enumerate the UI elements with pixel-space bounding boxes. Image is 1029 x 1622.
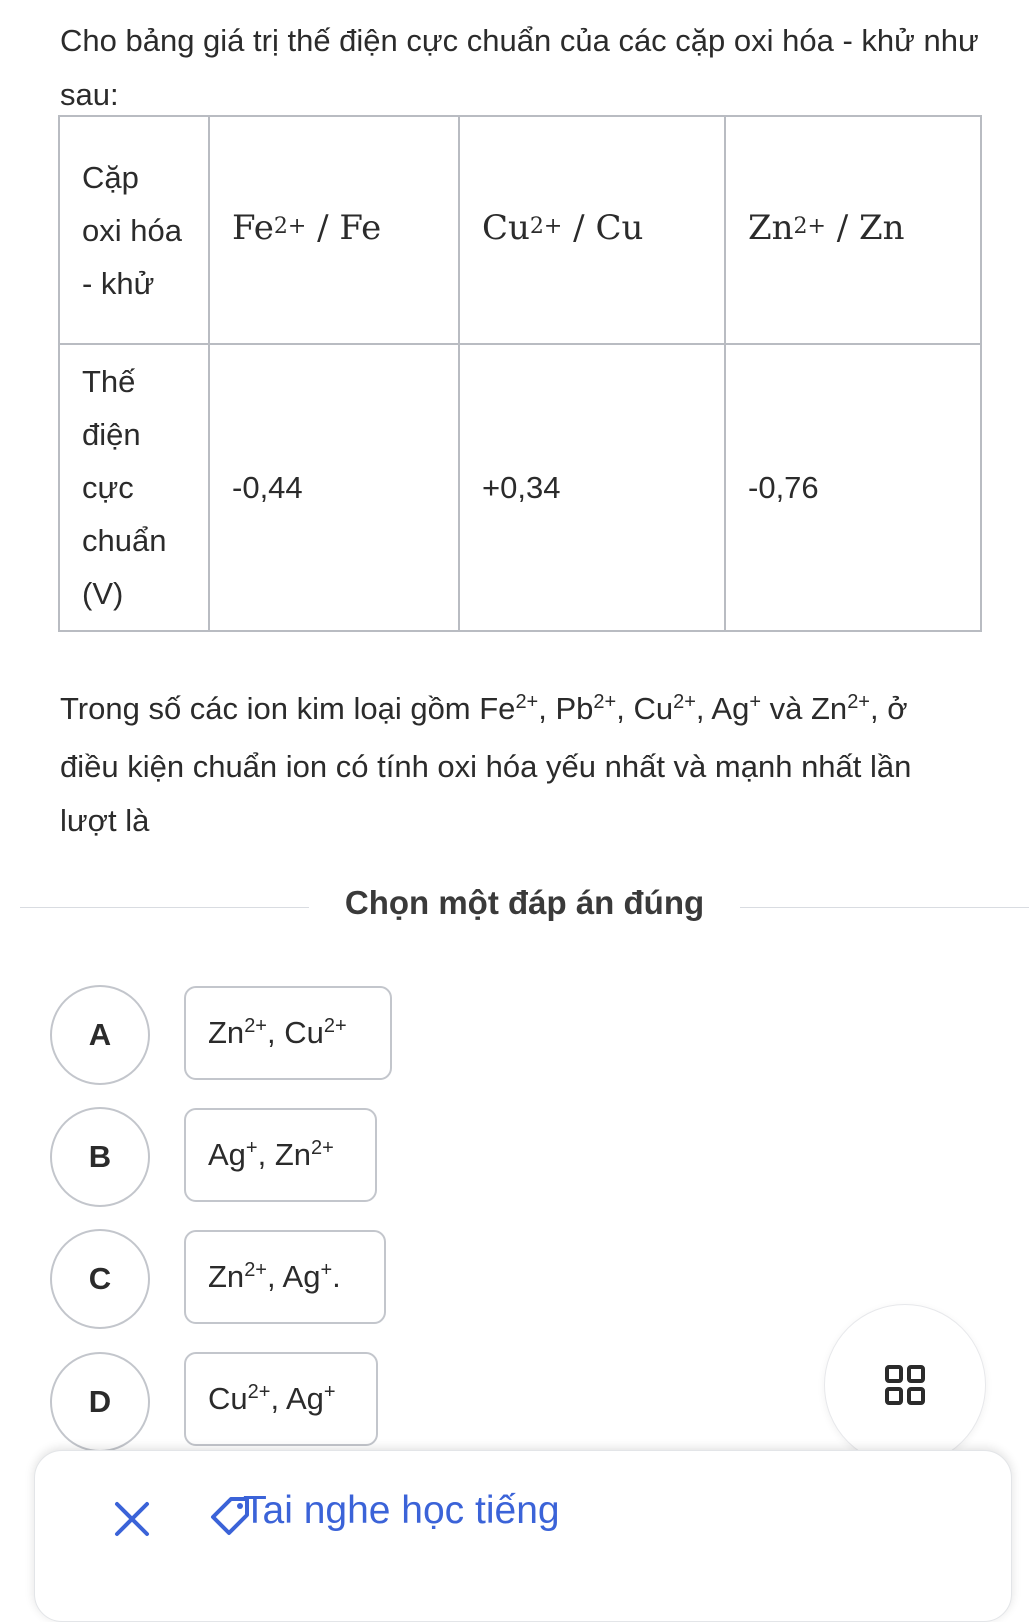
ad-title[interactable]: Tai nghe học tiếng (243, 1489, 560, 1532)
section-title: Chọn một đáp án đúng (20, 884, 1029, 922)
couple-cu: $Cu^{2+}$ / Cu (459, 116, 725, 344)
option-c-button[interactable] (184, 1230, 386, 1324)
option-b-letter[interactable]: B (50, 1107, 150, 1207)
row-header-potential: Thế điện cực chuẩn (V) (59, 344, 209, 631)
table-row-potentials (59, 344, 981, 631)
question-grid-button[interactable] (824, 1304, 986, 1466)
question-intro: Cho bảng giá trị thế điện cực chuẩn của các cặp oxi hóa - khử như sau: (60, 23, 979, 112)
potential-fe: -0,44 (209, 344, 459, 631)
table-row-couples (59, 116, 981, 344)
close-icon[interactable] (107, 1494, 157, 1544)
question-paragraph: Trong số các ion kim loại gồm $Fe^{2+}$, $Pb^{2+}$, $Cu^{2+}$, Ag+ và $Zn^{2+}$, ở điều kiện chuẩn ion có tính oxi hóa yếu nhất và mạnh nhất lần lượt là (60, 691, 912, 838)
potential-cu: +0,34 (459, 344, 725, 631)
section-divider (20, 880, 1029, 930)
option-d-text: $Cu^{2+}$, Ag+ (208, 1381, 336, 1416)
couple-fe: $Fe^{2+}$ / Fe (209, 116, 459, 344)
grid-icon (883, 1363, 927, 1407)
potential-zn: -0,76 (725, 344, 981, 631)
option-d-letter[interactable]: D (50, 1352, 150, 1452)
option-b-button[interactable] (184, 1108, 377, 1202)
option-a-text: $Zn^{2+}$, $Cu^{2+}$ (208, 1015, 347, 1050)
option-b-text: Ag+, $Zn^{2+}$ (208, 1137, 334, 1172)
option-c-text: $Zn^{2+}$, Ag+. (208, 1259, 341, 1294)
row-header-couple: Cặp oxi hóa - khử (59, 116, 209, 344)
option-c-letter[interactable]: C (50, 1229, 150, 1329)
bottom-ad-bar[interactable] (34, 1450, 1012, 1622)
couple-zn: $Zn^{2+}$ / Zn (725, 116, 981, 344)
option-d-button[interactable] (184, 1352, 378, 1446)
option-a-button[interactable] (184, 986, 392, 1080)
potential-table (58, 115, 982, 632)
option-a-letter[interactable]: A (50, 985, 150, 1085)
